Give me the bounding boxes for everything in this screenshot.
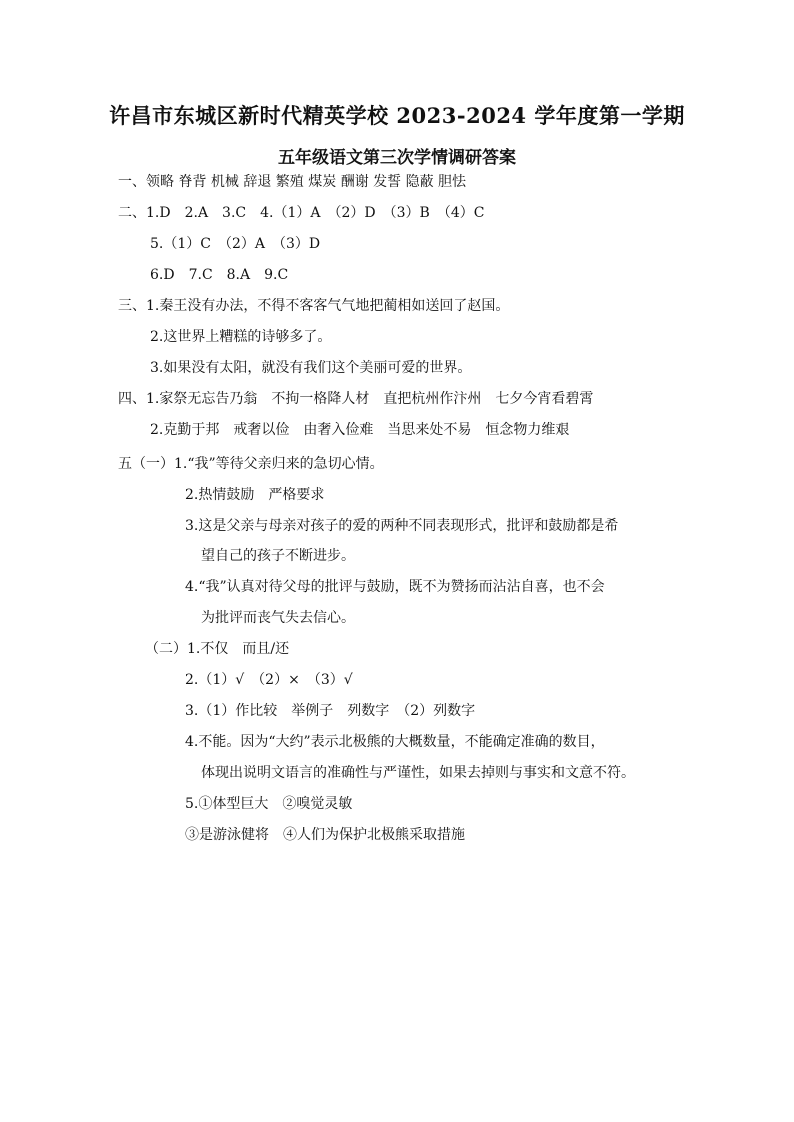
answer-section-5a-line-3-cont: 望自己的孩子不断进步。 xyxy=(201,548,355,564)
answer-section-5b-line-4-cont: 体现出说明文语言的准确性与严谨性，如果去掉则与事实和文意不符。 xyxy=(201,765,635,781)
document-subtitle: 五年级语文第三次学情调研答案 xyxy=(278,148,516,168)
answer-section-5b-line-5: 5.①体型巨大 ②嗅觉灵敏 xyxy=(185,796,353,812)
answer-section-2-line-1: 二、1.D 2.A 3.C 4.（1）A （2）D （3）B （4）C xyxy=(118,205,485,221)
answer-section-5b-line-4: 4.不能。因为“大约”表示北极熊的大概数量，不能确定准确的数目， xyxy=(185,734,605,750)
document-title: 许昌市东城区新时代精英学校 2023-2024 学年度第一学期 xyxy=(109,103,685,128)
answer-section-3-line-1: 三、1.秦王没有办法，不得不客客气气地把蔺相如送回了赵国。 xyxy=(118,298,510,314)
answer-section-5a-line-2: 2.热情鼓励 严格要求 xyxy=(185,487,325,503)
answer-section-5a-line-3: 3.这是父亲与母亲对孩子的爱的两种不同表现形式，批评和鼓励都是希 xyxy=(185,518,619,534)
answer-section-2-line-2: 5.（1）C （2）A （3）D xyxy=(150,236,321,252)
answer-section-1: 一、领略 脊背 机械 辞退 繁殖 煤炭 酬谢 发誓 隐蔽 胆怯 xyxy=(118,174,467,190)
answer-section-2-line-3: 6.D 7.C 8.A 9.C xyxy=(150,267,289,283)
answer-section-5a-line-4-cont: 为批评而丧气失去信心。 xyxy=(201,610,355,626)
answer-section-4-line-2: 2.克勤于邦 戒奢以俭 由奢入俭难 当思来处不易 恒念物力维艰 xyxy=(150,422,570,438)
answer-section-5b-line-3: 3.（1）作比较 举例子 列数字 （2）列数字 xyxy=(185,703,476,719)
answer-section-5b-line-2: 2.（1）√ （2）× （3）√ xyxy=(185,672,353,688)
answer-section-5a-line-1: 五（一）1.“我”等待父亲归来的急切心情。 xyxy=(118,456,384,472)
answer-section-4-line-1: 四、1.家祭无忘告乃翁 不拘一格降人材 直把杭州作汴州 七夕今宵看碧霄 xyxy=(118,391,594,407)
answer-section-5b-line-1: （二）1.不仅 而且/还 xyxy=(145,641,290,657)
answer-section-5a-line-4: 4.“我”认真对待父母的批评与鼓励，既不为赞扬而沾沾自喜，也不会 xyxy=(185,579,605,595)
answer-section-5b-line-5-cont: ③是游泳健将 ④人们为保护北极熊采取措施 xyxy=(185,827,465,843)
answer-section-3-line-2: 2.这世界上糟糕的诗够多了。 xyxy=(150,329,332,345)
answer-section-3-line-3: 3.如果没有太阳，就没有我们这个美丽可爱的世界。 xyxy=(150,360,472,376)
